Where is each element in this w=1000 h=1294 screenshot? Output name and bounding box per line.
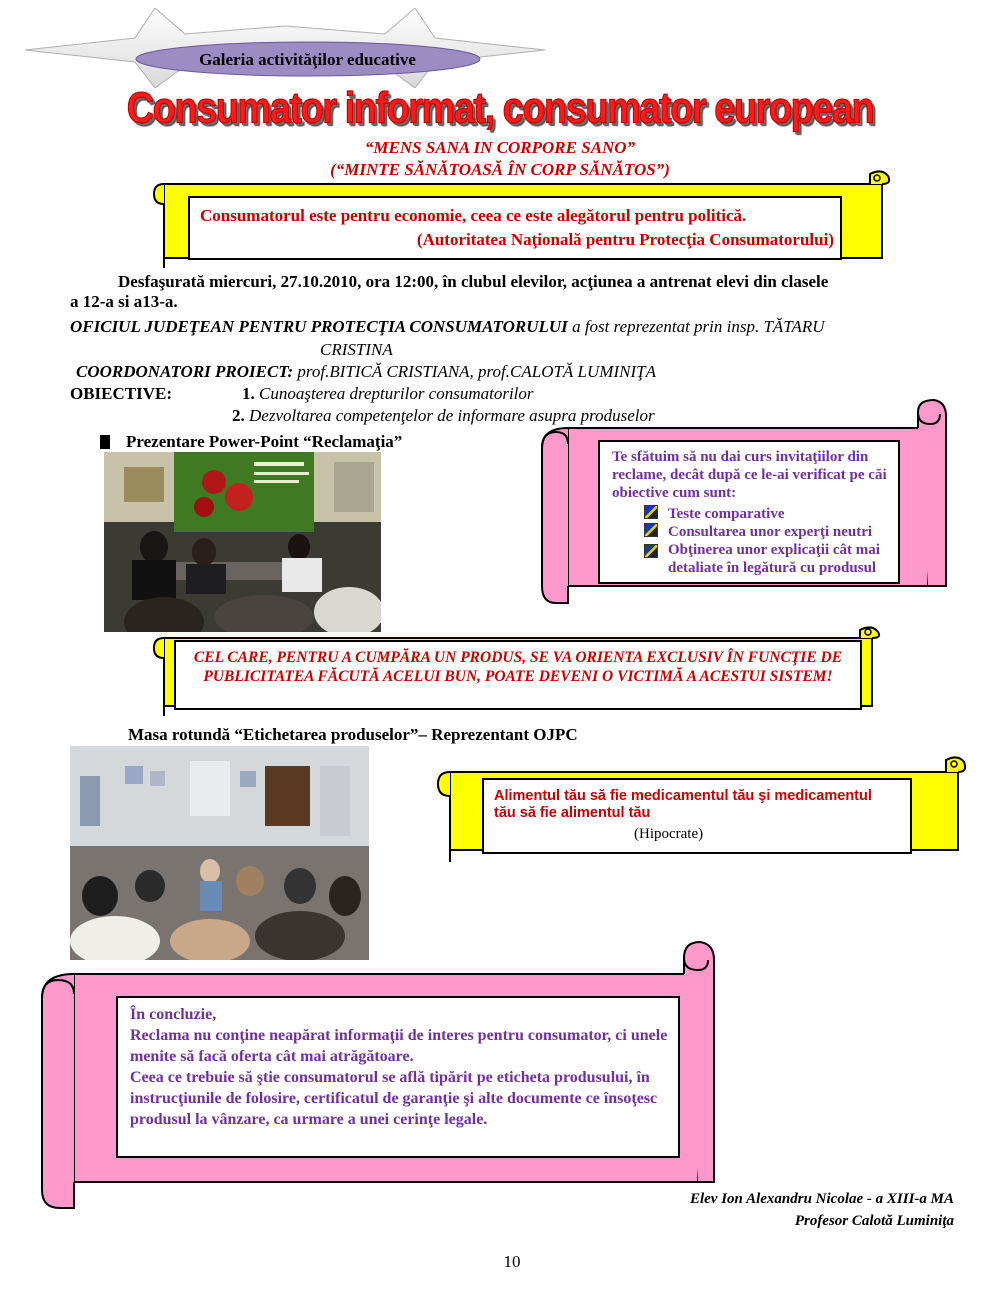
- coord-names: prof.BITICĂ CRISTIANA, prof.CALOTĂ LUMINIŢA: [293, 362, 656, 381]
- intro-line2: a 12-a si a13-a.: [70, 292, 178, 311]
- objective-1: [242, 384, 534, 404]
- advice-list: [644, 505, 894, 577]
- conclusion-title: În concluzie,: [130, 1006, 217, 1023]
- office-name: OFICIUL JUDEŢEAN PENTRU PROTECŢIA CONSUMATORULUI: [70, 317, 568, 336]
- advice-item: [644, 505, 894, 523]
- quote1-line1: Consumatorul este pentru economie, ceea ce este alegătorul pentru politică.: [200, 206, 747, 225]
- square-bullet-icon: [100, 435, 110, 449]
- conclusion-p2: Ceea ce trebuie să ştie consumatorul se află tipărit pe eticheta produsului, în instrucţiunile de folosire, certificatul de garanţie şi alte documente ce însoţesc produsul la vânzare, ca urmare a unei cerinţe legale.: [130, 1069, 658, 1128]
- office-rest: a fost reprezentat prin insp. TĂTARU: [567, 317, 825, 336]
- advice-item: [644, 523, 894, 541]
- coord-label: COORDONATORI PROIECT:: [76, 362, 294, 381]
- section-label: Galeria activităţilor educative: [199, 50, 416, 69]
- round-table-photo: [70, 746, 369, 960]
- colored-square-bullet-icon: [644, 505, 658, 519]
- presentation-photo: [104, 452, 381, 632]
- advice-item: [644, 541, 894, 577]
- quote-box-1: [188, 196, 842, 260]
- objective-2-num: 2.: [232, 406, 245, 425]
- advice-item-text: Obţinerea unor explicaţii cât mai detaliate în legătură cu produsul: [668, 542, 880, 576]
- advice-item-text: Consultarea unor experţi neutri: [668, 524, 873, 540]
- objectives-label: OBIECTIVE:: [70, 384, 173, 403]
- warning-box: [174, 640, 862, 710]
- signature-teacher: Profesor Calotă Luminiţa: [794, 1213, 954, 1229]
- page-title: Consumator informat, consumator european: [126, 84, 874, 134]
- section1-heading-row: [100, 432, 402, 452]
- objective-2-text: Dezvoltarea competenţelor de informare asupra produselor: [244, 406, 655, 425]
- motto-latin: “MENS SANA IN CORPORE SANO”: [364, 138, 636, 157]
- warning-text: CEL CARE, PENTRU A CUMPĂRA UN PRODUS, SE VA ORIENTA EXCLUSIV ÎN FUNCŢIE DE PUBLICITATEA FĂCUTĂ ACELUI BUN, POATE DEVENI O VICTIMĂ A ACESTUI SISTEM!: [193, 649, 843, 685]
- conclusion-text: [130, 1004, 670, 1130]
- colored-square-bullet-icon: [644, 523, 658, 537]
- office-cont: CRISTINA: [320, 340, 393, 359]
- coordinators-line: [76, 362, 656, 382]
- conclusion-box: [116, 996, 680, 1158]
- quote1-line2: (Autoritatea Naţională pentru Protecţia Consumatorului): [416, 230, 834, 249]
- section2-heading: Masa rotundă “Etichetarea produselor”– Reprezentant OJPC: [128, 725, 578, 744]
- intro-line1: Desfaşurată miercuri, 27.10.2010, ora 12:00, în clubul elevilor, acţiunea a antrenat elevi din clasele: [118, 272, 829, 291]
- advice-item-text: Teste comparative: [668, 506, 785, 522]
- objective-1-text: Cunoaşterea drepturilor consumatorilor: [254, 384, 534, 403]
- advice-box: [598, 440, 900, 584]
- motto-romanian: (“MINTE SĂNĂTOASĂ ÎN CORP SĂNĂTOS”): [330, 160, 670, 179]
- advice-intro: Te sfătuim să nu dai curs invitaţiilor din reclame, decât după ce le-ai verificat pe căi obiective cum sunt:: [612, 449, 887, 501]
- hippocrates-box: [482, 778, 912, 854]
- intro-paragraph: [70, 272, 954, 312]
- signature: [690, 1188, 954, 1232]
- section1-heading: Prezentare Power-Point “Reclamaţia”: [126, 432, 403, 451]
- objective-1-num: 1.: [242, 384, 255, 403]
- colored-square-bullet-icon: [644, 544, 658, 558]
- office-line: [70, 317, 954, 337]
- page-number: 10: [503, 1252, 521, 1271]
- hippocrates-quote: Alimentul tău să fie medicamentul tău şi medicamentul tău să fie alimentul tău: [494, 788, 872, 821]
- conclusion-p1: Reclama nu conţine neapărat informaţii de interes pentru consumator, ci unele menite să facă oferta cât mai atrăgătoare.: [130, 1027, 668, 1065]
- signature-student: Elev Ion Alexandru Nicolae - a XIII-a MA: [689, 1191, 954, 1207]
- hippocrates-author: (Hipocrate): [634, 826, 704, 842]
